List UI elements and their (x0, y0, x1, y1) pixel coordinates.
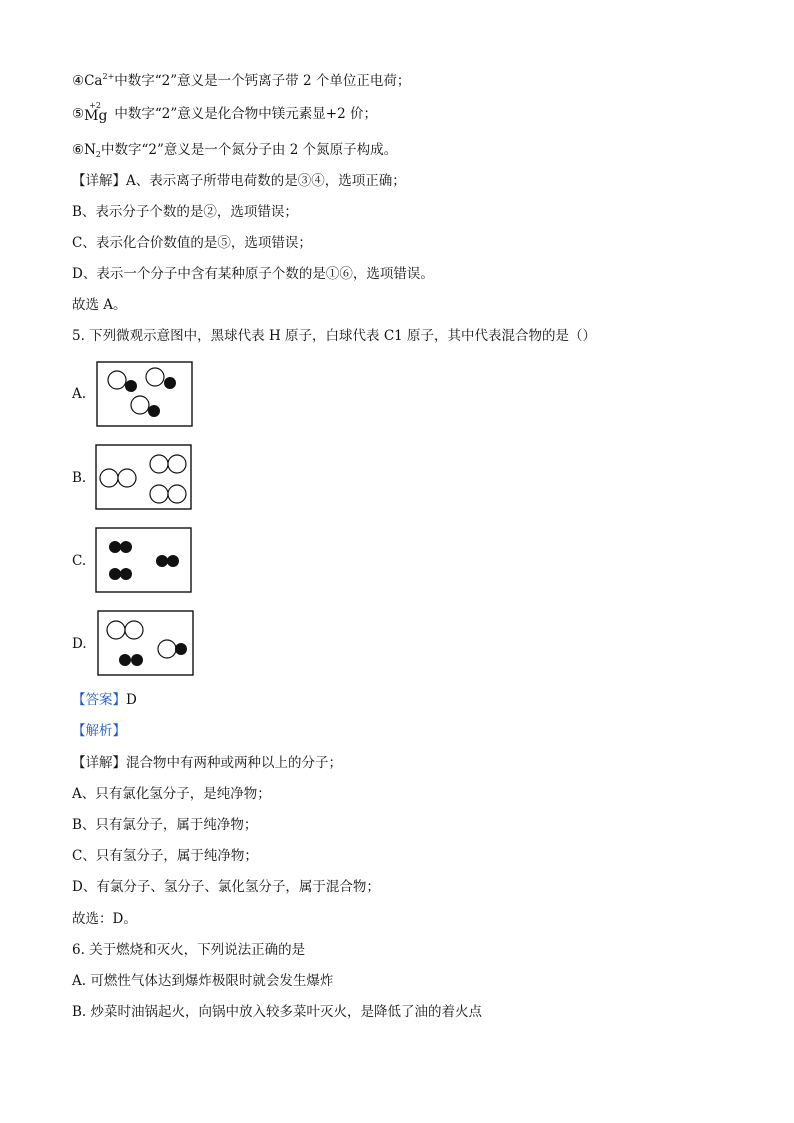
question-5: 5. 下列微观示意图中，黑球代表 H 原子，白球代表 C1 原子，其中代表混合物的是（） (72, 328, 597, 344)
detail-mix-a: A、只有氯化氢分子，是纯净物； (72, 786, 271, 802)
option-a-label: A. (72, 386, 87, 402)
question-6: 6. 关于燃烧和灭火，下列说法正确的是 (72, 942, 306, 958)
option-b-label: B. (72, 470, 87, 486)
analysis-tag: 【解析】 (72, 723, 126, 739)
conclusion-d: 故选：D。 (72, 911, 137, 927)
mg-symbol: +2 Mg (84, 101, 108, 124)
option-d-label: D. (72, 636, 87, 652)
answer-value: D (126, 692, 137, 708)
diagram-c (95, 527, 193, 595)
line-mg-valence: ⑤ +2 Mg 中数字“2”意义是化合物中镁元素显+2 价； (72, 101, 377, 124)
detail-mix-b: B、只有氯分子，属于纯净物； (72, 817, 258, 833)
answer-tag: 【答案】 (72, 692, 126, 708)
q6-option-b: B. 炒菜时油锅起火，向锅中放入较多菜叶灭火，是降低了油的着火点 (72, 1004, 483, 1020)
detail-a: 【详解】A、表示离子所带电荷数的是③④，选项正确； (72, 173, 406, 189)
detail-c: C、表示化合价数值的是⑤，选项错误； (72, 235, 312, 251)
detail-mix-c: C、只有氢分子，属于纯净物； (72, 848, 258, 864)
diagram-b (95, 444, 193, 512)
diagram-d (97, 610, 195, 678)
line-n2: $⑥N_2$中数字“2”意义是一个氮分子由 2 个氮原子构成。 (72, 142, 398, 159)
conclusion-a: 故选 A。 (72, 297, 127, 313)
diagram-a (96, 361, 194, 429)
detail-d: D、表示一个分子中含有某种原子个数的是①⑥，选项错误。 (72, 266, 434, 282)
detail-b: B、表示分子个数的是②，选项错误； (72, 204, 298, 220)
answer-line (72, 691, 137, 709)
detail-mix-d: D、有氯分子、氢分子、氯化氢分子，属于混合物； (72, 879, 380, 895)
detail-mixture: 【详解】混合物中有两种或两种以上的分子； (72, 755, 342, 771)
line-ca-ion: $④Ca^{2+}$中数字“2”意义是一个钙离子带 2 个单位正电荷； (72, 72, 411, 89)
option-c-label: C. (72, 553, 87, 569)
q6-option-a: A. 可燃性气体达到爆炸极限时就会发生爆炸 (72, 973, 334, 989)
